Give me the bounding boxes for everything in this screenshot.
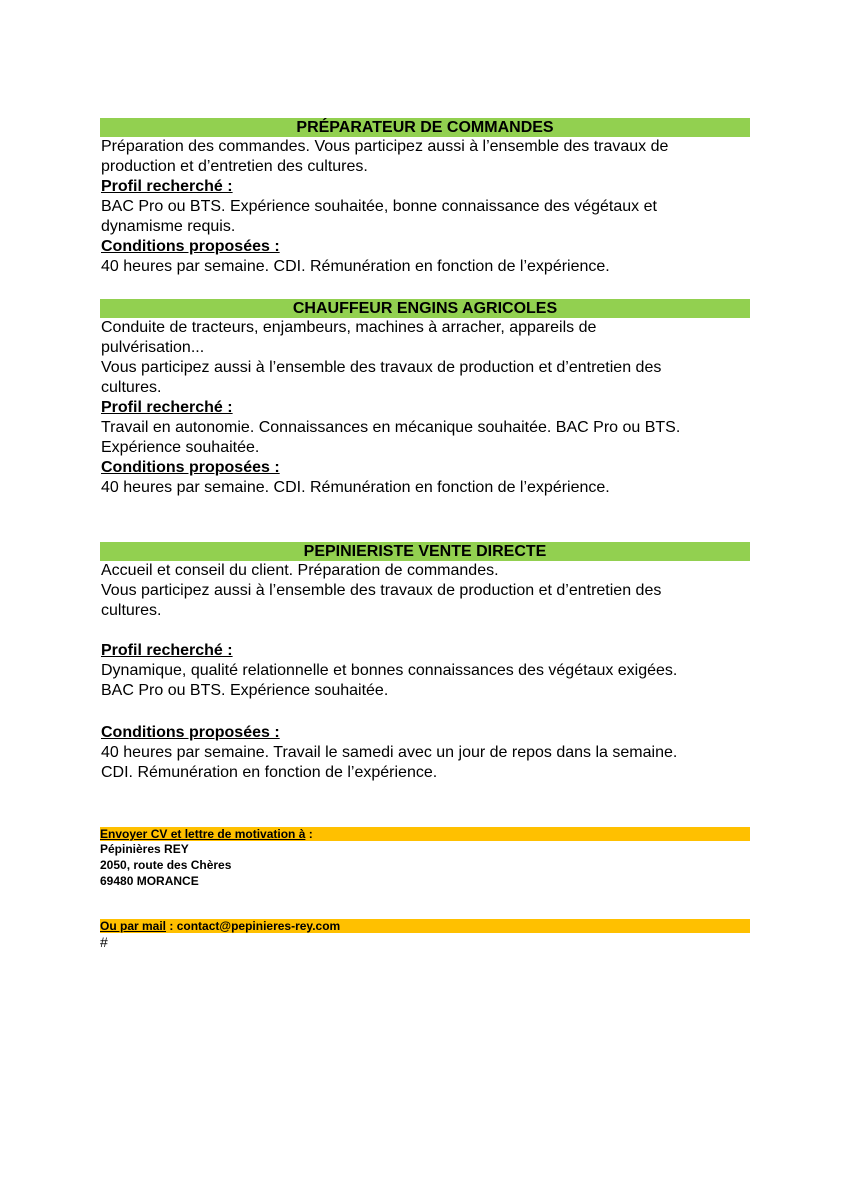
profile-heading: Profil recherché :: [101, 642, 233, 659]
job-description-line: cultures.: [101, 379, 162, 396]
apply-heading-label: Envoyer CV et lettre de motivation à: [100, 827, 306, 841]
spacer: [100, 277, 750, 299]
conditions-line: 40 heures par semaine. CDI. Rémunération en fonction de l’expérience.: [101, 479, 610, 496]
job-offer-pepinieriste: [100, 542, 750, 783]
profile-heading: Profil recherché :: [101, 178, 233, 195]
conditions-heading: Conditions proposées :: [101, 238, 280, 255]
job-offer-preparateur: [100, 118, 750, 277]
profile-heading: Profil recherché :: [101, 399, 233, 416]
job-title: PEPINIERISTE VENTE DIRECTE: [100, 542, 750, 561]
profile-line: dynamisme requis.: [101, 218, 236, 235]
profile-line: Travail en autonomie. Connaissances en mécanique souhaitée. BAC Pro ou BTS.: [101, 419, 681, 436]
job-title: PRÉPARATEUR DE COMMANDES: [100, 118, 750, 137]
profile-line: Dynamique, qualité relationnelle et bonnes connaissances des végétaux exigées.: [101, 662, 678, 679]
job-description-line: Préparation des commandes. Vous participez aussi à l’ensemble des travaux de: [101, 138, 669, 155]
job-description-line: pulvérisation...: [101, 339, 205, 356]
conditions-heading: Conditions proposées :: [101, 459, 280, 476]
company-name: Pépinières REY: [100, 842, 189, 856]
application-contact: [100, 827, 750, 951]
job-description-line: cultures.: [101, 602, 162, 619]
mail-bar: [100, 919, 750, 933]
job-description-line: Conduite de tracteurs, enjambeurs, machines à arracher, appareils de: [101, 319, 597, 336]
job-title: CHAUFFEUR ENGINS AGRICOLES: [100, 299, 750, 318]
spacer: [100, 783, 750, 827]
company-city: 69480 MORANCE: [100, 874, 199, 888]
apply-heading-bar: [100, 827, 750, 841]
conditions-heading: Conditions proposées :: [101, 724, 280, 741]
job-offers-page: [100, 118, 750, 951]
trailing-mark: #: [100, 934, 108, 950]
profile-line: BAC Pro ou BTS. Expérience souhaitée.: [101, 682, 389, 699]
apply-heading-suffix: :: [305, 827, 313, 841]
mail-label: Ou par mail: [100, 919, 167, 933]
mail-address[interactable]: : contact@pepinieres-rey.com: [166, 919, 341, 933]
job-description-line: Accueil et conseil du client. Préparation de commandes.: [101, 562, 499, 579]
spacer: [100, 701, 750, 723]
job-offer-chauffeur: [100, 299, 750, 498]
spacer: [100, 498, 750, 542]
spacer: [100, 889, 750, 919]
job-description-line: Vous participez aussi à l’ensemble des travaux de production et d’entretien des: [101, 582, 662, 599]
profile-line: BAC Pro ou BTS. Expérience souhaitée, bonne connaissance des végétaux et: [101, 198, 657, 215]
job-description-line: Vous participez aussi à l’ensemble des travaux de production et d’entretien des: [101, 359, 662, 376]
conditions-line: CDI. Rémunération en fonction de l’expérience.: [101, 764, 438, 781]
job-description-line: production et d’entretien des cultures.: [101, 158, 368, 175]
spacer: [100, 621, 750, 641]
conditions-line: 40 heures par semaine. CDI. Rémunération en fonction de l’expérience.: [101, 258, 610, 275]
conditions-line: 40 heures par semaine. Travail le samedi avec un jour de repos dans la semaine.: [101, 744, 678, 761]
company-street: 2050, route des Chères: [100, 858, 232, 872]
profile-line: Expérience souhaitée.: [101, 439, 260, 456]
